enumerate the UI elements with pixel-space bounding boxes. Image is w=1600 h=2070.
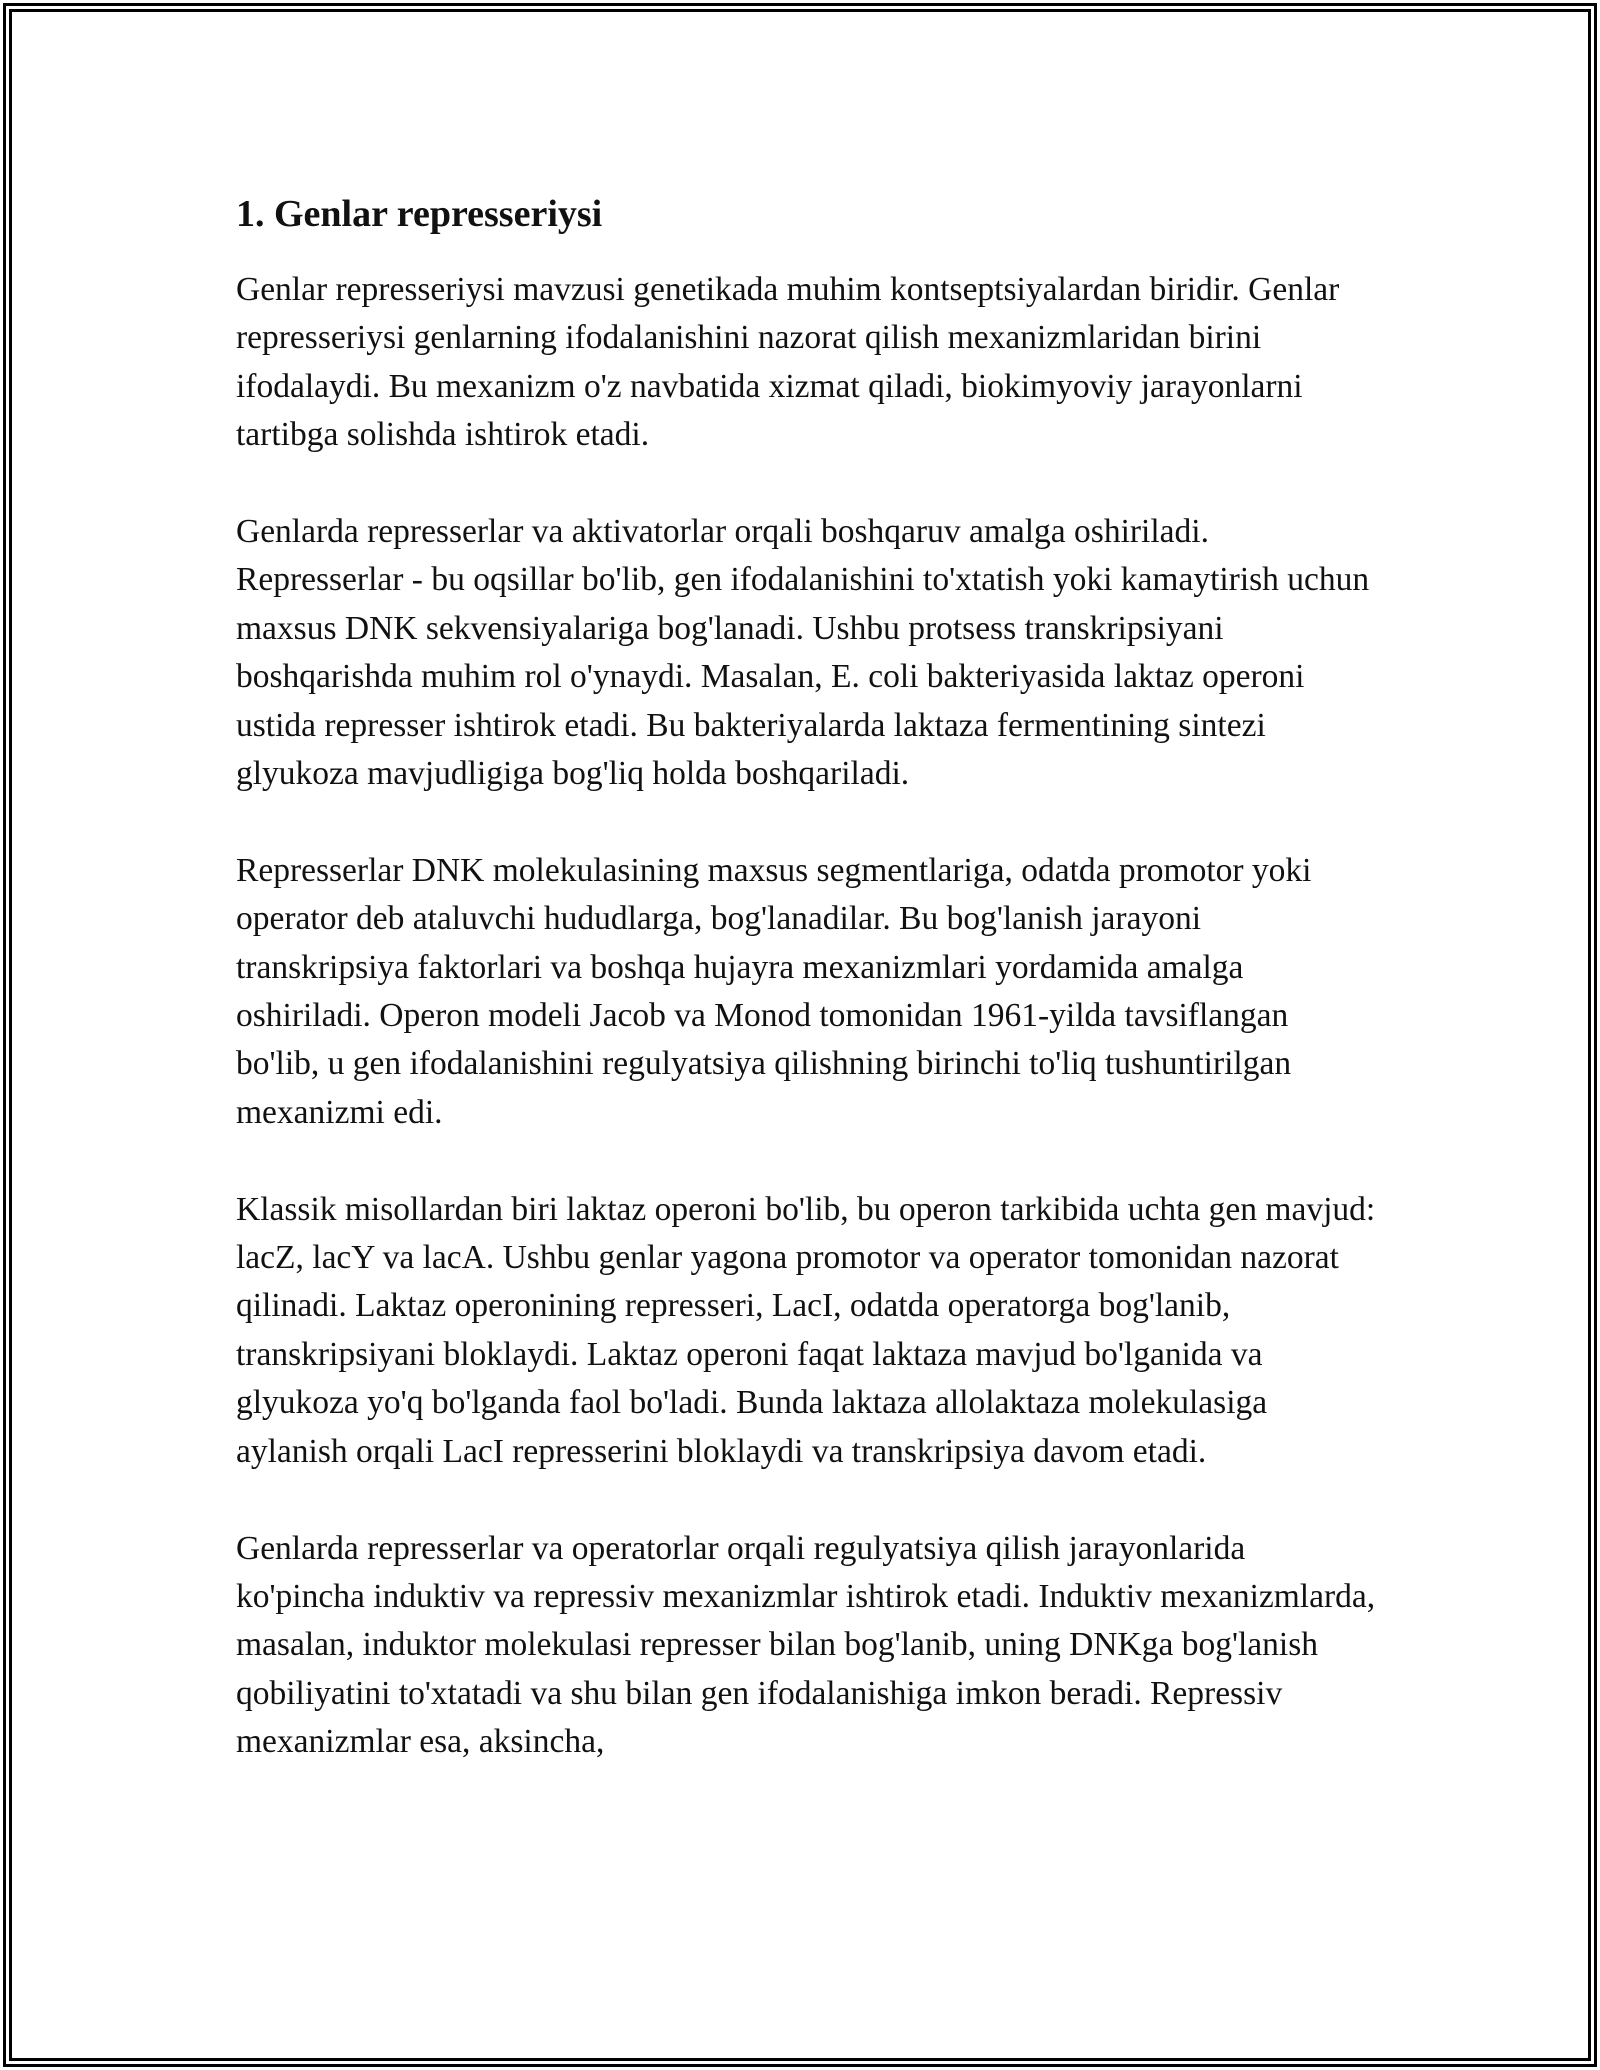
paragraph-intro: Genlar represseriysi mavzusi genetikada muhim kontseptsiyalardan biridir. Genlar represseriysi genlarning ifodalanishini nazorat qilish mexanizmlaridan birini ifodalaydi. Bu mexanizm o'z navbatida xizmat qiladi, biokimyoviy jarayonlarni tartibga solishda ishtirok etadi. xyxy=(236,271,1340,454)
paragraph-inductive-repressive: Genlarda represserlar va operatorlar orqali regulyatsiya qilish jarayonlarida ko'pincha induktiv va repressiv mexanizmlar ishtirok etadi. Induktiv mexanizmlarda, masalan, induktor molekulasi represser bilan bog'lanib, uning DNKga bog'lanish qobiliyatini to'xtatadi va shu bilan gen ifodalanishiga imkon beradi. Repressiv mexanizmlar esa, aksincha, xyxy=(236,1529,1376,1761)
section-heading: 1. Genlar represseriysi xyxy=(236,193,603,235)
paragraph-lac-operon: Klassik misollardan biri laktaz operoni bo'lib, bu operon tarkibida uchta gen mavjud: lacZ, lacY va lacA. Ushbu genlar yagona promotor va operator tomonidan nazorat qilinadi. Laktaz operonining represseri, LacI, odatda operatorga bog'lanib, transkripsiyani bloklaydi. Laktaz operoni faqat laktaza mavjud bo'lganida va glyukoza yo'q bo'lganda faol bo'ladi. Bunda laktaza allolaktaza molekulasiga aylanish orqali LacI represserini bloklaydi va transkripsiya davom etadi. xyxy=(236,1190,1376,1470)
paragraph-repressors-activators: Genlarda represserlar va aktivatorlar orqali boshqaruv amalga oshiriladi. Represserlar - bu oqsillar bo'lib, gen ifodalanishini to'xtatish yoki kamaytirish uchun maxsus DNK sekvensiyalariga bog'lanadi. Ushbu protsess transkripsiyani boshqarishda muhim rol o'ynaydi. Masalan, E. coli bakteriyasida laktaz operoni ustida represser ishtirok etadi. Bu bakteriyalarda laktaza fermentining sintezi glyukoza mavjudligiga bog'liq holda boshqariladi. xyxy=(236,513,1370,793)
paragraph-operon-model: Represserlar DNK molekulasining maxsus segmentlariga, odatda promotor yoki operator deb ataluvchi hududlarga, bog'lanadilar. Bu bog'lanish jarayoni transkripsiya faktorlari va boshqa hujayra mexanizmlari yordamida amalga oshiriladi. Operon modeli Jacob va Monod tomonidan 1961-yilda tavsiflangan bo'lib, u gen ifodalanishini regulyatsiya qilishning birinchi to'liq tushuntirilgan mexanizmi edi. xyxy=(236,851,1312,1131)
page-content xyxy=(236,186,1376,1815)
